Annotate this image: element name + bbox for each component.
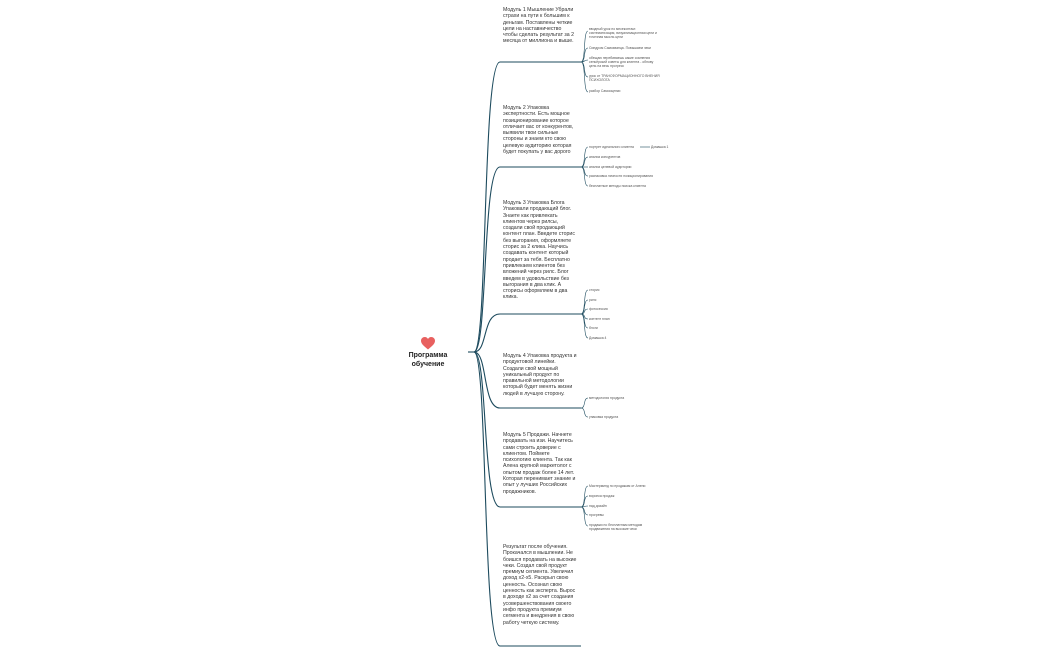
module-2-sub-3[interactable]: анализ целевой аудитории bbox=[589, 165, 632, 169]
module-1-sub-1[interactable]: вводный урок по мнсекоптам: систематизация, визуализационная цели и точечная мысль цели bbox=[589, 27, 657, 39]
module-2-sub-5[interactable]: бесплатные методы поиска клиента bbox=[589, 184, 646, 188]
module-2-sub-1[interactable]: портрет идеального клиента bbox=[589, 145, 634, 149]
module-1-text: Модуль 1 Мышление Убрали страхи на пути к большим к деньгам. Поставлены четкие цели на наставничество чтобы сделать результат за 2 месяца от миллиона и выше. bbox=[503, 7, 574, 45]
module-5-sub-3[interactable]: над дизайн bbox=[589, 504, 607, 508]
module-5-sub-5[interactable]: продажи по бесплатным методам продвижения на высокие чеки bbox=[589, 523, 643, 531]
module-5-sub-5-link bbox=[581, 507, 588, 526]
module-4-text: Модуль 4 Упаковка продукта и продуктовой линейки. Создали свой мощный уникальный продукт по правильной методологии который будет менять жизни людей в лучшую сторону. bbox=[503, 353, 577, 397]
module-2-text: Модуль 2 Упаковка экспертности. Есть мощное позиционирование которое отличает вас от конкурентов, выявили твои сильные стороны и знаем кто свою целевую аудиторию которая будет покупать у вас дорого bbox=[503, 105, 574, 156]
module-2-sub-5-link bbox=[581, 167, 588, 186]
module-1-link bbox=[474, 62, 500, 352]
module-1-sub-1-link bbox=[581, 31, 588, 62]
module-1-node[interactable] bbox=[503, 7, 577, 45]
module-4-sub-2-link bbox=[581, 408, 588, 417]
module-3-sub-6-link bbox=[581, 314, 588, 338]
module-1-sub-4[interactable]: урок от ТРАНСФОРМАЦИОННОГО ВНЕНИЯ ПСИХОЛОГА bbox=[589, 74, 660, 82]
module-5-node[interactable] bbox=[503, 432, 577, 495]
module-3-sub-6[interactable]: Домашка 4 bbox=[589, 336, 607, 340]
heart-icon bbox=[421, 337, 435, 350]
module-3-text: Модуль 3 Упаковка Блога Упаковали продающий блог. Знаете как привлекать клиентов через рилсы, создали свой продающий контент план. Введете сторис без выгорания, оформляете сторис за 2 клика. Научись создавать контент который продает за тебя. Бесплатно привлекаем клиентов без вложений через рилс. Блог введем в удовольствие без выгорания в два клик. А сторисы оформляем в два клика. bbox=[503, 200, 575, 301]
module-1-sub-5-link bbox=[581, 62, 588, 92]
module-3-node[interactable] bbox=[503, 200, 577, 301]
root-title-line1: Программа bbox=[408, 352, 448, 359]
module-5-sub-4[interactable]: прогревы bbox=[589, 513, 604, 517]
module-5-sub-1[interactable]: Мастерминд по продажам от Алени bbox=[589, 484, 646, 488]
module-4-sub-1[interactable]: методология продукта bbox=[589, 396, 625, 400]
module-5-text: Модуль 5 Продажи. Начнете продавать на изи. Научитесь сами строить доверие с клиентом. Поймете психологию клиента. Так как Алена крупной маркетолог с опытом продаж более 14 лет. Которая перенимает знание и опыт у лучших Российских продажников. bbox=[503, 432, 576, 495]
root-title-line2: обучение bbox=[411, 360, 445, 368]
result-text: Результат после обучения. Прокачался в мышлении. Не боишся продавать на высокие чеки. Создал свой продукт премиум сегмента. Увеличил доход x2-x5. Раскрыл свою ценность. Осознал свою ценность как эксперта. Вырос в доходе x2 за счет создания усовершенствования своего инфо продукта премиум сегмента и внедрения в свою работу четкую систему. bbox=[503, 544, 577, 626]
module-6-link bbox=[474, 352, 500, 646]
result-node[interactable] bbox=[503, 544, 577, 626]
module-3-sub-4[interactable]: контент план bbox=[589, 317, 610, 321]
module-2-sub-2[interactable]: анализ конкурентов bbox=[589, 155, 621, 159]
module-2-subsub-1[interactable]: Домашка 1 bbox=[651, 145, 669, 149]
module-3-sub-5[interactable]: блоги bbox=[589, 326, 598, 330]
root-node[interactable] bbox=[400, 337, 456, 369]
module-2-link bbox=[474, 167, 500, 352]
module-2-sub-4[interactable]: распаковка личности позиционирования bbox=[589, 174, 653, 178]
module-4-sub-1-link bbox=[581, 398, 588, 408]
module-2-node[interactable] bbox=[503, 105, 577, 155]
module-1-sub-5[interactable]: разбор Самооценки bbox=[589, 89, 621, 93]
module-1-sub-3[interactable]: обещаю перебиваешь какие сомнения сеньёрский советы для клиента - обнову цель на весь прогресс bbox=[589, 56, 654, 68]
module-3-sub-3[interactable]: фотосессия bbox=[589, 307, 608, 311]
module-5-sub-4-link bbox=[581, 507, 588, 515]
module-3-sub-1-link bbox=[581, 290, 588, 314]
module-4-node[interactable] bbox=[503, 353, 577, 397]
module-4-sub-2[interactable]: упаковка продукта bbox=[589, 415, 619, 419]
module-5-sub-2[interactable]: воронка продаж bbox=[589, 494, 615, 498]
module-3-sub-2[interactable]: рилс bbox=[589, 298, 597, 302]
module-5-link bbox=[474, 352, 500, 507]
module-3-sub-1[interactable]: сторис bbox=[589, 288, 600, 292]
root-title bbox=[400, 352, 456, 369]
module-1-sub-2[interactable]: Синдром Самозванца. Повышаем чеки bbox=[589, 46, 651, 50]
